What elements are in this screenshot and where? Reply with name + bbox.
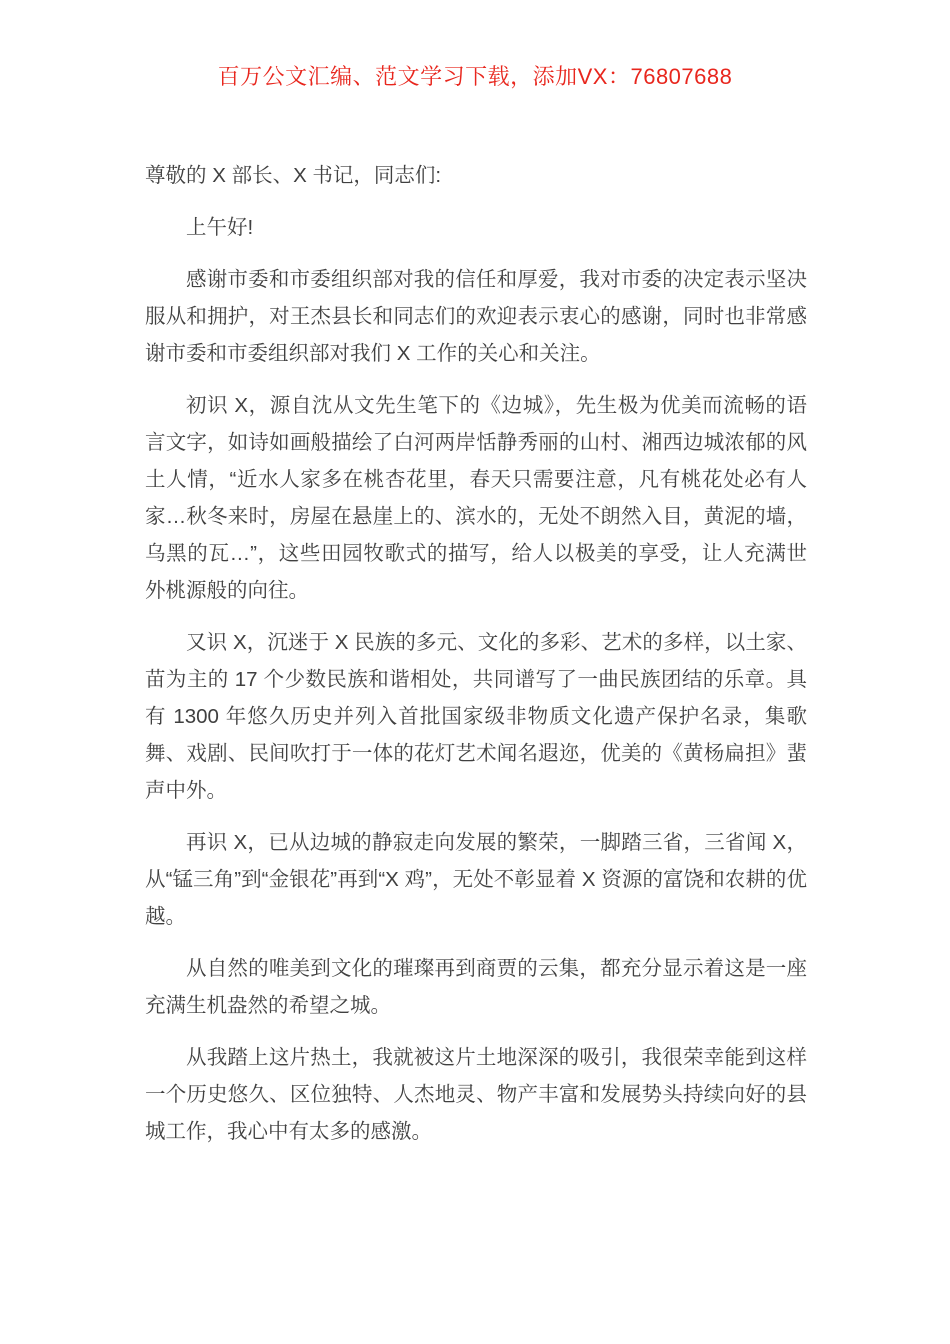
- paragraph-second-impression: 又识 X，沉迷于 X 民族的多元、文化的多彩、艺术的多样，以土家、苗为主的 17 个少数民族和谐相处，共同谱写了一曲民族团结的乐章。具有 1300 年悠久历史并列入首批国家级非物质文化遗产保护名录，集歌舞、戏剧、民间吹打于一体的花灯艺术闻名遐迩，优美的《黄杨扁担》蜚声中外。: [145, 631, 807, 802]
- paragraph-third-impression: 再识 X，已从边城的静寂走向发展的繁荣，一脚踏三省，三省闻 X，从“锰三角”到“金银花”再到“X 鸡”，无处不彰显着 X 资源的富饶和农耕的优越。: [145, 831, 807, 928]
- paragraph-summary: 从自然的唯美到文化的璀璨再到商贾的云集，都充分显示着这是一座充满生机盎然的希望之城。: [145, 957, 807, 1017]
- salutation-line: 尊敬的 X 部长、X 书记，同志们:: [145, 164, 442, 187]
- promo-banner-text: 百万公文汇编、范文学习下载，添加VX：76807688: [217, 64, 733, 89]
- paragraph-first-impression: 初识 X，源自沈从文先生笔下的《边城》，先生极为优美而流畅的语言文字，如诗如画般描绘了白河两岸恬静秀丽的山村、湘西边城浓郁的风土人情，“近水人家多在桃杏花里，春天只需要注意，凡有桃花处必有人家…秋冬来时，房屋在悬崖上的、滨水的，无处不朗然入目，黄泥的墙，乌黑的瓦…”，这些田园牧歌式的描写，给人以极美的享受，让人充满世外桃源般的向往。: [145, 394, 807, 602]
- paragraph-thanks: 感谢市委和市委组织部对我的信任和厚爱，我对市委的决定表示坚决服从和拥护，对王杰县长和同志们的欢迎表示衷心的感谢，同时也非常感谢市委和市委组织部对我们 X 工作的关心和关注。: [145, 268, 807, 365]
- greeting-line: 上午好!: [186, 216, 254, 239]
- paragraph-gratitude: 从我踏上这片热土，我就被这片土地深深的吸引，我很荣幸能到这样一个历史悠久、区位独特、人杰地灵、物产丰富和发展势头持续向好的县城工作，我心中有太多的感激。: [145, 1046, 807, 1143]
- document-body: [145, 157, 807, 1150]
